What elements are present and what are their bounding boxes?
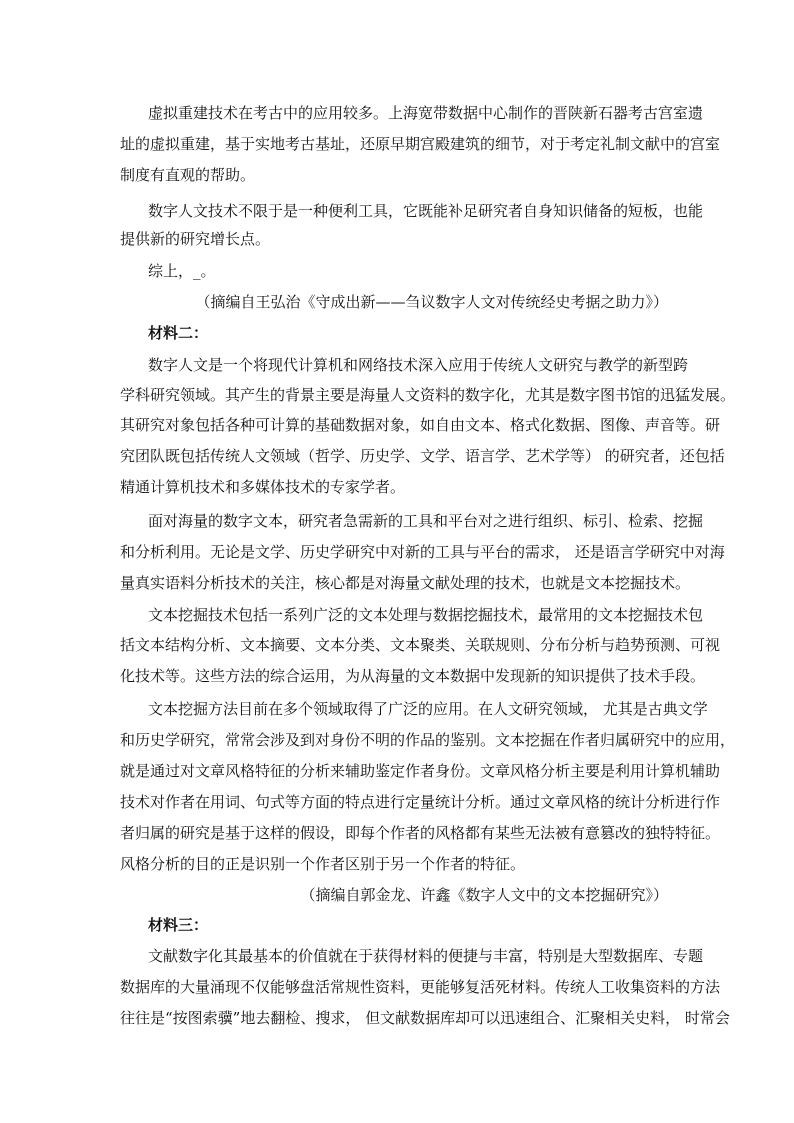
m1-p2-line-2: 提供新的研究增长点。 — [120, 230, 271, 248]
m3-p1-line-2: 数据库的大量涌现不仅能够盘活常规性资料，更能够复活死材料。传统人工收集资料的方法 — [120, 978, 721, 996]
m1-p1-line-1: 虚拟重建技术在考古中的应用较多。上海宽带数据中心制作的晋陕新石器考古宫室遗 — [148, 104, 704, 122]
m1-source: （摘编自王弘治《守成出新——刍议数字人文对传统经史考据之助力》） — [195, 293, 668, 311]
m2-p3-line-2: 括文本结构分析、文本摘要、文本分类、文本聚类、关联规则、分布分析与趋势预测、可视 — [120, 636, 721, 654]
m2-p3-line-3: 化技术等。这些方法的综合运用，为从海量的文本数据中发现新的知识提供了技术手段。 — [120, 667, 706, 685]
m2-p4-line-5: 者归属的研究是基于这样的假设，即每个作者的风格都有某些无法被有意篡改的独特特征。 — [120, 824, 721, 842]
m2-p4-line-6: 风格分析的目的正是识别一个作者区别于另一个作者的特征。 — [120, 855, 526, 873]
m2-p1-line-2: 学科研究领域。其产生的背景主要是海量人文资料的数字化，尤其是数字图书馆的迅猛发展。 — [120, 386, 736, 404]
m2-p2-line-2: 和分析利用。无论是文学、历史学研究中对新的工具与平台的需求， 还是语言学研究中对海 — [120, 543, 725, 561]
m1-p2-line-1: 数字人文技术不限于是一种便利工具，它既能补足研究者自身知识储备的短板，也能 — [148, 202, 704, 220]
m2-heading: 材料二： — [148, 324, 209, 342]
m2-p4-line-2: 和历史学研究，常常会涉及到对身份不明的作品的鉴别。文本挖掘在作者归属研究中的应用， — [120, 731, 736, 749]
m1-p1-line-3: 制度有直观的帮助。 — [120, 166, 256, 184]
m2-p2-line-1: 面对海量的数字文本，研究者急需新的工具和平台对之进行组织、标引、检索、挖掘 — [148, 512, 704, 530]
m2-p1-line-4: 究团队既包括传统人文领域（哲学、历史学、文学、语言学、艺术学等） 的研究者，还包括 — [120, 447, 725, 465]
m1-p3: 综上，_。 — [148, 262, 216, 280]
m2-p4-line-3: 就是通过对文章风格特征的分析来辅助鉴定作者身份。文章风格分析主要是利用计算机辅助 — [120, 762, 721, 780]
m2-p2-line-3: 量真实语料分析技术的关注，核心都是对海量文献处理的技术，也就是文本挖掘技术。 — [120, 574, 691, 592]
m3-p1-line-3: 往往是“按图索骥”地去翻检、搜求， 但文献数据库却可以迅速组合、汇聚相关史料， 时常会 — [120, 1009, 730, 1027]
m2-p1-line-1: 数字人文是一个将现代计算机和网络技术深入应用于传统人文研究与教学的新型跨 — [148, 356, 689, 374]
m2-p1-line-5: 精通计算机技术和多媒体技术的专家学者。 — [120, 478, 406, 496]
m2-p3-line-1: 文本挖掘技术包括一系列广泛的文本处理与数据挖掘技术，最常用的文本挖掘技术包 — [148, 606, 704, 624]
m2-source: （摘编自郭金龙、许鑫《数字人文中的文本挖掘研究》） — [300, 886, 668, 904]
m1-p1-line-2: 址的虚拟重建，基于实地考古基址，还原早期宫殿建筑的细节，对于考定礼制文献中的宫室 — [120, 135, 721, 153]
m2-p4-line-1: 文本挖掘方法目前在多个领域取得了广泛的应用。在人文研究领域， 尤其是古典文学 — [148, 700, 708, 718]
m2-p4-line-4: 技术对作者在用词、句式等方面的特点进行定量统计分析。通过文章风格的统计分析进行作 — [120, 793, 721, 811]
m3-heading: 材料三： — [148, 916, 209, 934]
m3-p1-line-1: 文献数字化其最基本的价值就在于获得材料的便捷与丰富，特别是大型数据库、专题 — [148, 947, 704, 965]
m2-p1-line-3: 其研究对象包括各种可计算的基础数据对象，如自由文本、格式化数据、图像、声音等。研 — [120, 416, 721, 434]
